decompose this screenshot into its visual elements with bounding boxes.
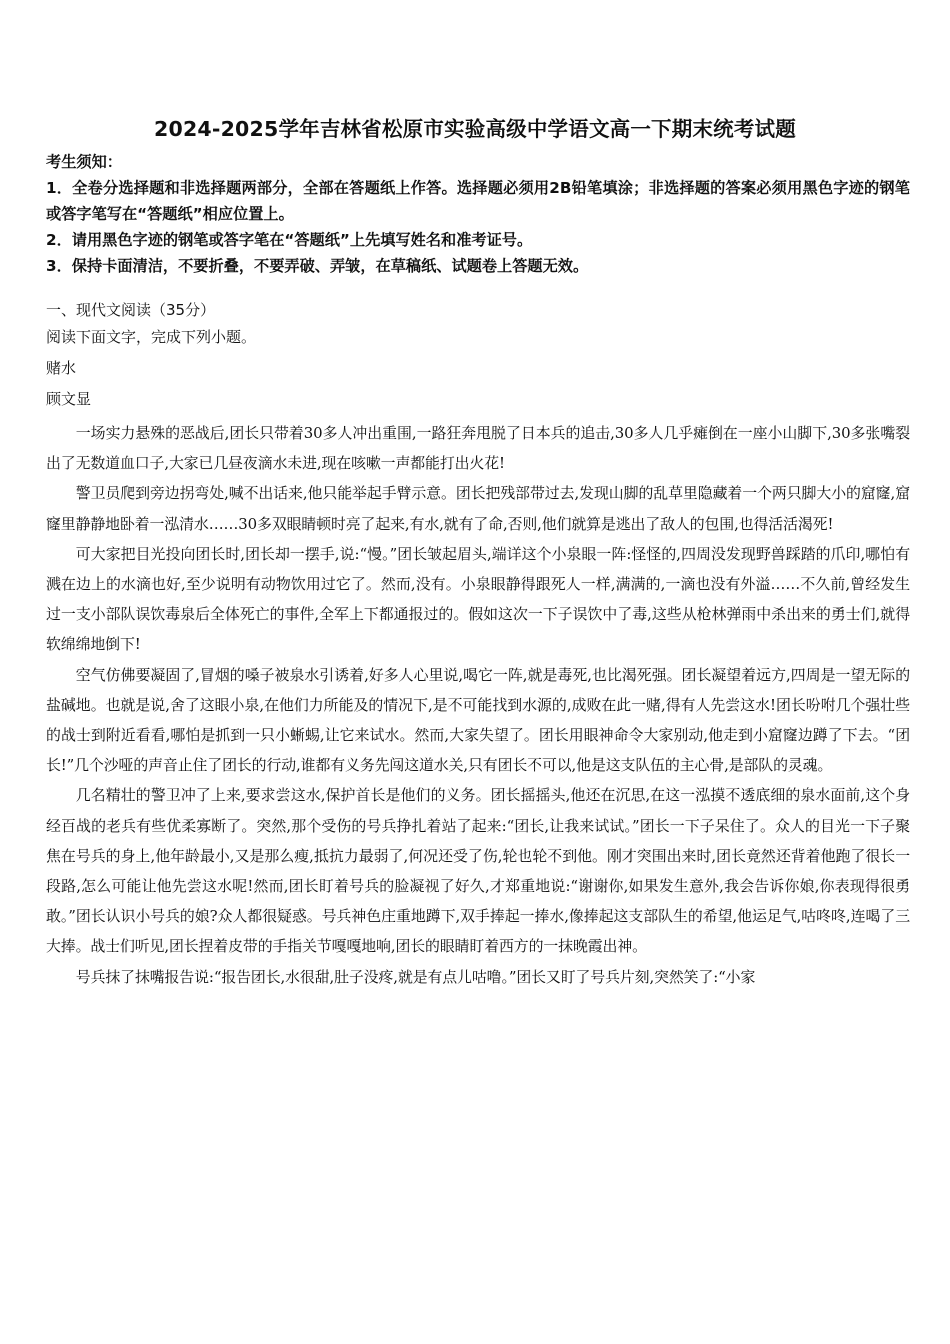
notice-heading: 考生须知： (46, 153, 122, 171)
story-title: 赌水 (46, 359, 77, 377)
exam-title: 2024-2025学年吉林省松原市实验高级中学语文高一下期末统考试题 (154, 117, 796, 141)
section-title: 一、现代文阅读（35分） (46, 301, 216, 319)
reading-section-header (46, 297, 910, 413)
story-paragraph: 号兵抹了抹嘴报告说:“报告团长,水很甜,肚子没疼,就是有点儿咕噜。”团长又盯了号兵片刻,突然笑了:“小家 (75, 967, 756, 986)
story-paragraph: 空气仿佛要凝固了,冒烟的嗓子被泉水引诱着,好多人心里说,喝它一阵,就是毒死,也比渴死强。团长凝望着远方,四周是一望无际的盐碱地。也就是说,舍了这眼小泉,在他们力所能及的情况下,是不可能找到水源的,成败在此一赌,得有人先尝这水!团长吩咐几个强壮些的战士到附近看看,哪怕是抓到一只小蜥蜴,让它来试水。然而,大家失望了。团长用眼神命令大家别动,他走到小窟窿边蹲了下去。“团长!”几个沙哑的声音止住了团长的行动,谁都有义务先闯这道水关,只有团长不可以,他是这支队伍的主心骨,是部队的灵魂。 (46, 665, 910, 775)
notice-item: 3．保持卡面清洁，不要折叠，不要弄破、弄皱，在草稿纸、试题卷上答题无效。 (46, 257, 589, 275)
story-paragraph: 几名精壮的警卫冲了上来,要求尝这水,保护首长是他们的义务。团长摇摇头,他还在沉思,在这一泓摸不透底细的泉水面前,这个身经百战的老兵有些优柔寡断了。突然,那个受伤的号兵挣扎着站了起来:“团长,让我来试试。”团长一下子呆住了。众人的目光一下子聚焦在号兵的身上,他年龄最小,又是那么瘦,抵抗力最弱了,何况还受了伤,轮也轮不到他。刚才突围出来时,团长竟然还背着他跑了很长一段路,怎么可能让他先尝这水呢!然而,团长盯着号兵的脸凝视了好久,才郑重地说:“谢谢你,如果发生意外,我会告诉你娘,你表现得很勇敢。”团长认识小号兵的娘?众人都很疑惑。号兵神色庄重地蹲下,双手捧起一捧水,像捧起这支部队生的希望,他运足气,咕咚咚,连喝了三大捧。战士们听见,团长捏着皮带的手指关节嘎嘎地响,团长的眼睛盯着西方的一抹晚霞出神。 (46, 786, 910, 956)
candidate-notice (46, 149, 910, 279)
story-author: 顾文显 (46, 390, 92, 408)
notice-item: 2．请用黑色字迹的钢笔或答字笔在“答题纸”上先填写姓名和准考证号。 (46, 231, 533, 249)
section-instruction: 阅读下面文字，完成下列小题。 (46, 328, 257, 346)
story-paragraph: 可大家把目光投向团长时,团长却一摆手,说:“慢。”团长皱起眉头,端详这个小泉眼一阵:怪怪的,四周没发现野兽踩踏的爪印,哪怕有溅在边上的水滴也好,至少说明有动物饮用过它了。然而,没有。小泉眼静得跟死人一样,满满的,一滴也没有外溢……不久前,曾经发生过一支小部队误饮毒泉后全体死亡的事件,全军上下都通报过的。假如这次一下子误饮中了毒,这些从枪林弹雨中杀出来的勇士们,就得软绵绵地倒下! (46, 544, 910, 654)
notice-item: 1．全卷分选择题和非选择题两部分，全部在答题纸上作答。选择题必须用2B铅笔填涂；非选择题的答案必须用黑色字迹的钢笔或答字笔写在“答题纸”相应位置上。 (46, 179, 910, 223)
story-paragraph: 警卫员爬到旁边拐弯处,喊不出话来,他只能举起手臂示意。团长把残部带过去,发现山脚的乱草里隐藏着一个两只脚大小的窟窿,窟窿里静静地卧着一泓清水……30多双眼睛顿时亮了起来,有水,就有了命,否则,他们就算是逃出了敌人的包围,也得活活渴死! (46, 484, 910, 533)
story-body (46, 418, 910, 992)
story-paragraph: 一场实力悬殊的恶战后,团长只带着30多人冲出重围,一路狂奔甩脱了日本兵的追击,30多人几乎瘫倒在一座小山脚下,30多张嘴裂出了无数道血口子,大家已几昼夜滴水未进,现在咳嗽一声都能打出火花! (46, 424, 910, 473)
